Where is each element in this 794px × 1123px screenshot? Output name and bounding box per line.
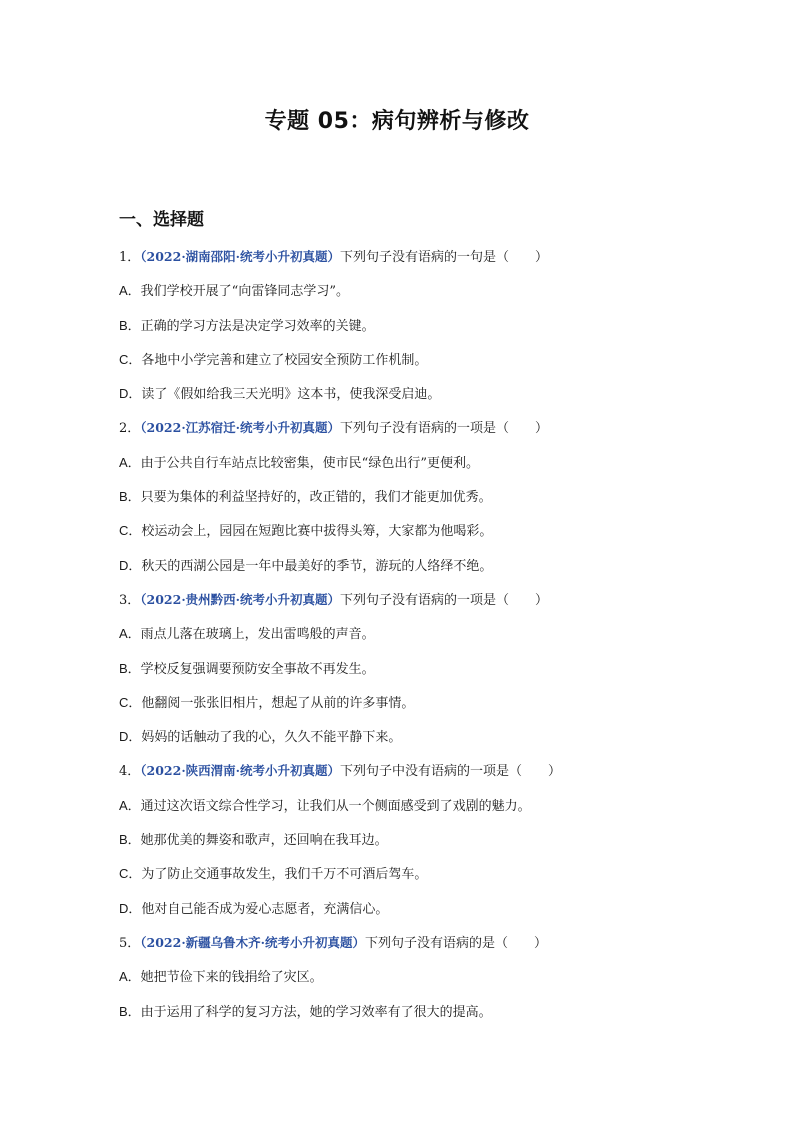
answer-option [119,316,699,350]
answer-option [119,384,699,418]
answer-option [119,281,699,315]
option-letter: A． [119,454,141,470]
question-number: 3． [119,592,141,608]
question-stem [119,418,699,452]
option-text: 她把节俭下来的钱捐给了灾区。 [140,970,323,986]
option-letter: D． [119,557,142,573]
option-letter: D． [119,386,142,402]
option-text: 读了《假如给我三天光明》这本书，使我深受启迪。 [141,387,441,403]
option-letter: B． [119,660,141,676]
page-title: 专题 05：病句辨析与修改 [264,109,530,134]
answer-option [119,899,699,933]
option-letter: A． [119,626,141,642]
option-text: 我们学校开展了“向雷锋同志学习”。 [140,284,349,300]
question-number: 2． [119,421,141,437]
option-text: 由于公共自行车站点比较密集，使市民“绿色出行”更便利。 [140,455,479,471]
answer-option [119,487,699,521]
question-stem [119,761,699,795]
answer-option [119,453,699,487]
question-number: 4． [119,764,141,780]
answer-option [119,967,699,1001]
answer-option [119,350,699,384]
option-letter: B． [119,489,141,505]
option-letter: C． [119,866,142,882]
option-text: 她那优美的舞姿和歌声，还回响在我耳边。 [140,833,388,849]
option-text: 雨点儿落在玻璃上，发出雷鸣般的声音。 [140,627,375,643]
option-letter: A． [119,969,141,985]
option-text: 妈妈的话触动了我的心，久久不能平静下来。 [141,730,402,746]
question-source: （2022·贵州黔西·统考小升初真题） [140,591,341,607]
option-letter: D． [119,729,142,745]
answer-option [119,624,699,658]
option-text: 他对自己能否成为爱心志愿者，充满信心。 [141,901,389,917]
question-number: 1． [119,250,141,265]
answer-option [119,727,699,761]
question-stem [119,247,699,281]
answer-option [119,830,699,864]
answer-option [119,556,699,590]
option-text: 秋天的西湖公园是一年中最美好的季节，游玩的人络绎不绝。 [141,558,493,574]
option-text: 为了防止交通事故发生，我们千万不可酒后驾车。 [141,867,428,883]
answer-option [119,864,699,898]
option-letter: C． [119,523,142,539]
answer-option [119,693,699,727]
option-letter: B． [119,832,141,848]
option-letter: C． [119,694,142,710]
question-stem [119,590,699,624]
question-source: （2022·新疆乌鲁木齐·统考小升初真题） [140,934,366,950]
option-text: 通过这次语文综合性学习，让我们从一个侧面感受到了戏剧的魅力。 [140,798,531,814]
question-text: 下列句子没有语病的是（ ） [365,935,548,951]
option-letter: B． [119,1003,141,1019]
option-letter: D． [119,900,142,916]
question-source: （2022·江苏宿迁·统考小升初真题） [140,420,341,436]
option-text: 校运动会上，园园在短跑比赛中拔得头筹，大家都为他喝彩。 [141,524,493,540]
question-source: （2022·湖南邵阳·统考小升初真题） [140,249,341,264]
option-text: 各地中小学完善和建立了校园安全预防工作机制。 [141,352,428,368]
question-source: （2022·陕西渭南·统考小升初真题） [140,763,341,779]
answer-option [119,521,699,555]
section-heading: 一、选择题 [119,210,204,230]
option-text: 由于运用了科学的复习方法，她的学习效率有了很大的提高。 [140,1004,492,1020]
option-text: 他翻阅一张张旧相片，想起了从前的许多事情。 [141,695,415,711]
question-text: 下列句子没有语病的一句是（ ） [340,250,549,265]
question-text: 下列句子没有语病的一项是（ ） [340,592,549,608]
answer-option [119,796,699,830]
question-stem [119,933,699,967]
option-text: 只要为集体的利益坚持好的，改正错的，我们才能更加优秀。 [140,490,492,506]
option-letter: B． [119,317,141,333]
option-text: 学校反复强调要预防安全事故不再发生。 [140,661,375,677]
answer-option [119,1002,699,1036]
answer-option [119,659,699,693]
option-text: 正确的学习方法是决定学习效率的关键。 [140,318,375,334]
option-letter: C． [119,351,142,367]
option-letter: A． [119,797,141,813]
question-list [119,247,699,1036]
question-text: 下列句子没有语病的一项是（ ） [340,421,549,437]
option-letter: A． [119,283,141,299]
question-number: 5． [119,935,141,951]
question-text: 下列句子中没有语病的一项是（ ） [340,764,562,780]
